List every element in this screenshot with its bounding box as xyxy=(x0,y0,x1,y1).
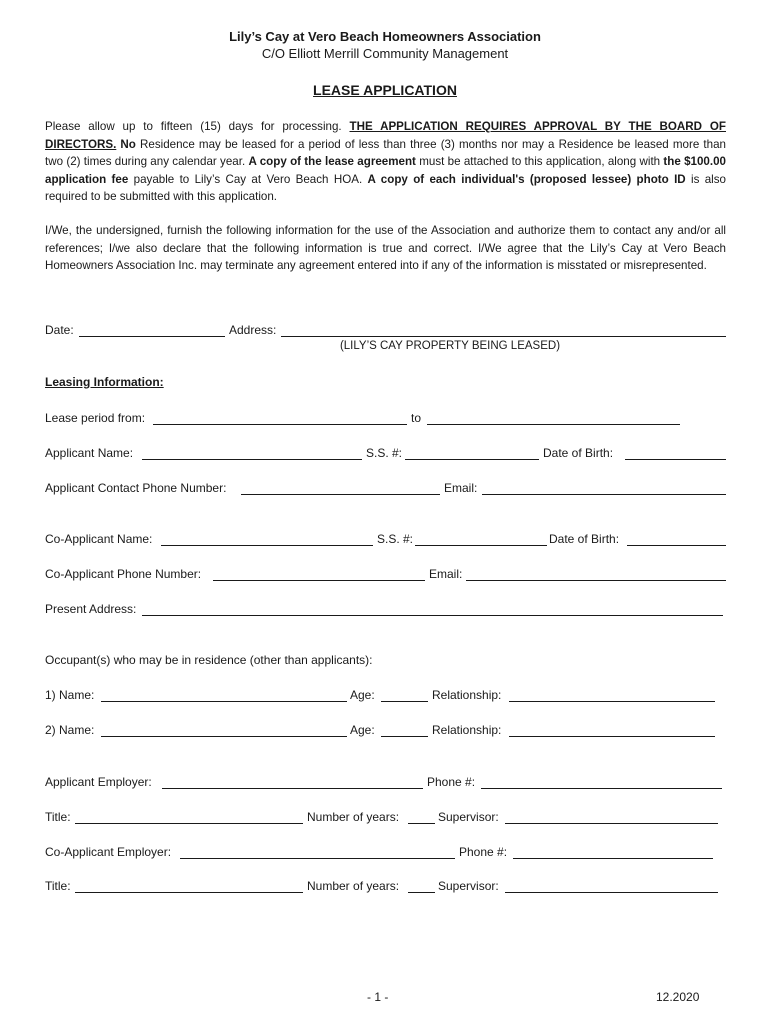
applicant-phone-field[interactable] xyxy=(241,494,440,495)
instructions-paragraph xyxy=(45,118,726,206)
co-applicant-phone-label: Co-Applicant Phone Number: xyxy=(45,567,202,581)
board-approval-notice: THE APPLICATION REQUIRES APPROVAL BY THE BOARD OF DIRECTORS. xyxy=(45,120,726,151)
co-applicant-employer-row xyxy=(45,844,726,862)
applicant-name-label: Applicant Name: xyxy=(45,446,134,460)
instr-text-1: Please allow up to fifteen (15) days for processing. xyxy=(45,120,350,133)
document-title: LEASE APPLICATION xyxy=(313,82,457,98)
lease-from-label: Lease period from: xyxy=(45,411,146,425)
applicant-supervisor-label: Supervisor: xyxy=(438,810,499,824)
co-applicant-title-label: Title: xyxy=(45,879,71,893)
lease-period-row xyxy=(45,410,726,428)
date-field[interactable] xyxy=(79,336,225,337)
applicant-title-field[interactable] xyxy=(75,823,303,824)
occupant-row-2 xyxy=(45,722,726,740)
applicant-email-label: Email: xyxy=(444,481,478,495)
applicant-name-field[interactable] xyxy=(142,459,362,460)
applicant-title-row xyxy=(45,809,726,827)
applicant-contact-row xyxy=(45,480,726,498)
occupant-1-name-field[interactable] xyxy=(101,701,347,702)
fee-notice: the $100.00 application fee xyxy=(45,155,726,186)
co-applicant-contact-row xyxy=(45,566,726,584)
occupant-2-age-field[interactable] xyxy=(381,736,428,737)
applicant-years-label: Number of years: xyxy=(307,810,400,824)
occupant-1-age-label: Age: xyxy=(350,688,375,702)
occupants-heading: Occupant(s) who may be in residence (other than applicants): xyxy=(45,653,373,667)
occupant-1-age-field[interactable] xyxy=(381,701,428,702)
occupant-2-age-label: Age: xyxy=(350,723,375,737)
occupant-row-1 xyxy=(45,687,726,705)
lease-to-label: to xyxy=(411,411,422,425)
applicant-supervisor-field[interactable] xyxy=(505,823,718,824)
occupant-1-relationship-label: Relationship: xyxy=(432,688,502,702)
lease-copy-notice: A copy of the lease agreement xyxy=(248,155,416,168)
applicant-ss-field[interactable] xyxy=(405,459,539,460)
revision-date: 12.2020 xyxy=(656,990,700,1004)
management-company: C/O Elliott Merrill Community Management xyxy=(261,46,509,61)
co-applicant-supervisor-label: Supervisor: xyxy=(438,879,499,893)
applicant-employer-row xyxy=(45,774,726,792)
occupant-2-name-label: 2) Name: xyxy=(45,723,95,737)
co-applicant-name-label: Co-Applicant Name: xyxy=(45,532,153,546)
co-applicant-phone-field[interactable] xyxy=(213,580,425,581)
co-applicant-supervisor-field[interactable] xyxy=(505,892,718,893)
instr-text-2: Residence may be leased for a period of less than three (3) months nor may a Residence be leased more than two (2) times during any calendar year. xyxy=(45,137,726,168)
co-applicant-title-row xyxy=(45,878,726,896)
co-applicant-name-row xyxy=(45,531,726,549)
occupant-2-relationship-label: Relationship: xyxy=(432,723,502,737)
present-address-field[interactable] xyxy=(142,615,723,616)
applicant-dob-label: Date of Birth: xyxy=(543,446,614,460)
page-number: - 1 - xyxy=(367,990,389,1004)
applicant-years-field[interactable] xyxy=(408,823,435,824)
applicant-title-label: Title: xyxy=(45,810,71,824)
co-applicant-dob-label: Date of Birth: xyxy=(549,532,620,546)
co-applicant-dob-field[interactable] xyxy=(627,545,726,546)
instr-text-3: must be attached to this application, along with xyxy=(415,155,664,168)
applicant-employer-field[interactable] xyxy=(162,788,423,789)
lease-to-field[interactable] xyxy=(427,424,680,425)
instr-text-no: No xyxy=(116,137,136,151)
co-applicant-email-label: Email: xyxy=(429,567,463,581)
applicant-email-field[interactable] xyxy=(482,494,726,495)
date-address-row xyxy=(45,322,726,340)
occupant-1-relationship-field[interactable] xyxy=(509,701,715,702)
applicant-phone-label: Applicant Contact Phone Number: xyxy=(45,481,227,495)
date-label: Date: xyxy=(45,323,74,337)
co-applicant-ss-label: S.S. #: xyxy=(377,532,414,546)
applicant-employer-phone-label: Phone #: xyxy=(427,775,476,789)
co-applicant-employer-label: Co-Applicant Employer: xyxy=(45,845,172,859)
leasing-information-heading: Leasing Information: xyxy=(45,375,164,389)
address-caption: (LILY’S CAY PROPERTY BEING LEASED) xyxy=(339,340,561,352)
applicant-employer-phone-field[interactable] xyxy=(481,788,722,789)
applicant-name-row xyxy=(45,445,726,463)
present-address-row xyxy=(45,601,726,619)
photo-id-notice: A copy of each individual's (proposed lessee) photo ID xyxy=(367,172,686,186)
instr-text-4: payable to Lily’s Cay at Vero Beach HOA. xyxy=(128,172,368,186)
co-applicant-employer-phone-field[interactable] xyxy=(513,858,713,859)
lease-from-field[interactable] xyxy=(153,424,407,425)
occupant-2-name-field[interactable] xyxy=(101,736,347,737)
instr-text-5: is also required to be submitted with this application. xyxy=(45,172,726,203)
co-applicant-name-field[interactable] xyxy=(161,545,373,546)
co-applicant-employer-phone-label: Phone #: xyxy=(459,845,508,859)
co-applicant-title-field[interactable] xyxy=(75,892,303,893)
co-applicant-employer-field[interactable] xyxy=(180,858,455,859)
association-name: Lily’s Cay at Vero Beach Homeowners Association xyxy=(229,29,541,44)
applicant-employer-label: Applicant Employer: xyxy=(45,775,152,789)
address-field[interactable] xyxy=(281,336,726,337)
co-applicant-years-label: Number of years: xyxy=(307,879,400,893)
occupant-2-relationship-field[interactable] xyxy=(509,736,715,737)
co-applicant-email-field[interactable] xyxy=(466,580,726,581)
address-label: Address: xyxy=(229,323,277,337)
applicant-dob-field[interactable] xyxy=(625,459,726,460)
co-applicant-years-field[interactable] xyxy=(408,892,435,893)
occupant-1-name-label: 1) Name: xyxy=(45,688,95,702)
co-applicant-ss-field[interactable] xyxy=(415,545,547,546)
present-address-label: Present Address: xyxy=(45,602,137,616)
applicant-ss-label: S.S. #: xyxy=(366,446,403,460)
declaration-paragraph: I/We, the undersigned, furnish the following information for the use of the Association and authorize them to contact any and/or all references; I/we also declare that the following information is true and correct. I/We agree that the Lily’s Cay at Vero Beach Homeowners Association Inc. may terminate any agreement entered into if any of the information is misstated or misrepresented. xyxy=(45,224,726,272)
